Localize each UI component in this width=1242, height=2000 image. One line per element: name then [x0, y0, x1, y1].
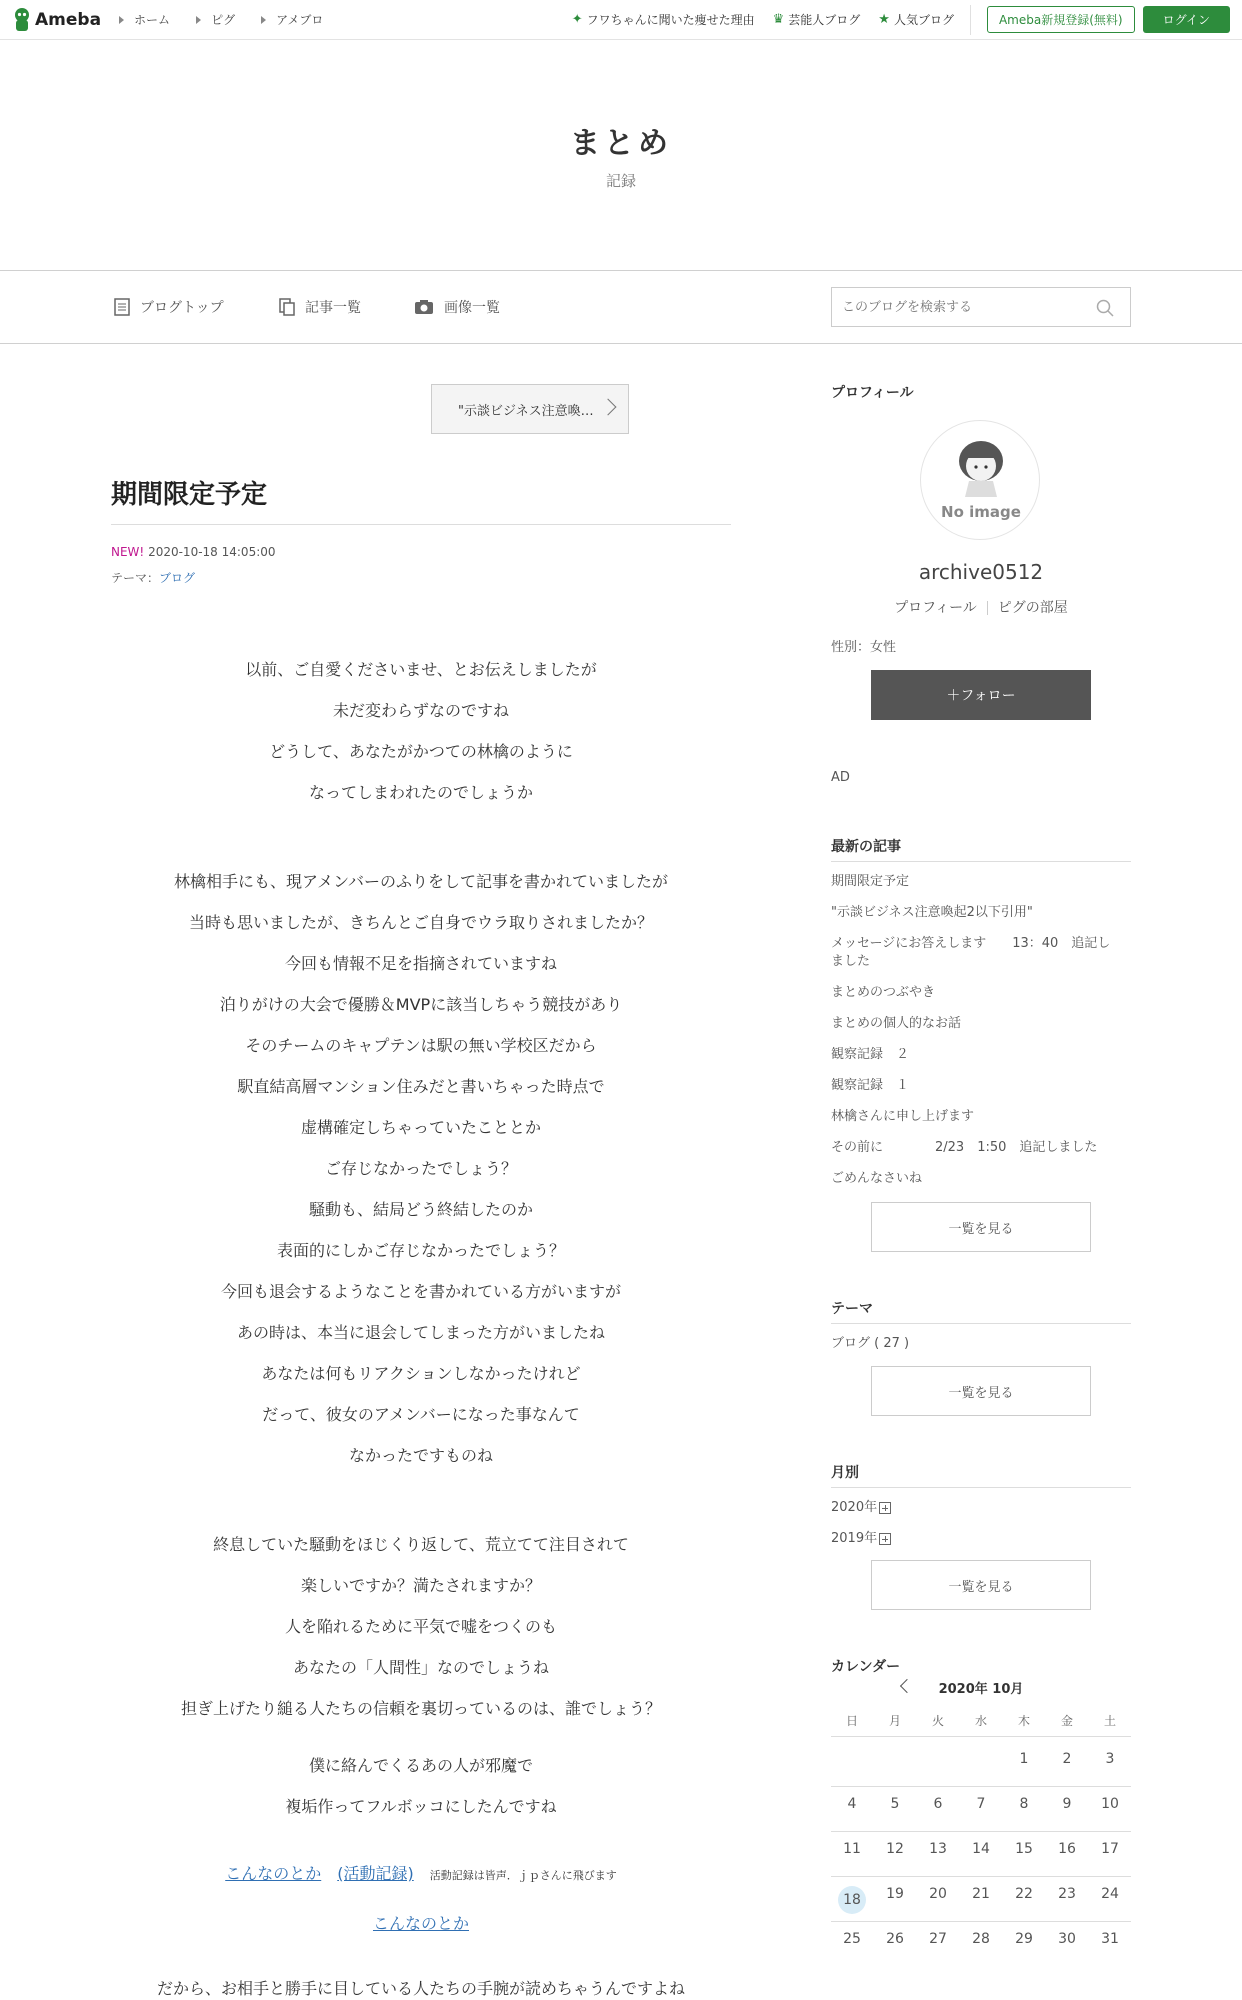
body-line: 複垢作ってフルボッコにしたんですね: [285, 1797, 557, 1816]
calendar-day-label: 26: [886, 1931, 904, 1947]
year-item[interactable]: [831, 1496, 891, 1515]
calendar-weekday: 火: [931, 1714, 944, 1728]
profile-links: [831, 597, 1131, 617]
calendar-day[interactable]: [1003, 1886, 1045, 1902]
expand-icon[interactable]: [879, 1502, 891, 1514]
body-line: 未だ変わらずなのですね: [332, 701, 509, 720]
body-line: 今回も退会するようなことを書かれている方がいますが: [220, 1282, 621, 1301]
calendar-day-label: 18: [838, 1886, 866, 1914]
calendar-day-label: 16: [1058, 1841, 1076, 1857]
calendar-day[interactable]: [960, 1796, 1002, 1812]
recent-item[interactable]: 期間限定予定: [831, 874, 910, 889]
copy-icon: [279, 298, 295, 316]
year-label: 2020年: [831, 1500, 878, 1515]
calendar-day[interactable]: [960, 1886, 1002, 1902]
nav-blog-top[interactable]: [114, 297, 224, 317]
calendar-day[interactable]: [1046, 1796, 1088, 1812]
calendar-day-label: 31: [1101, 1931, 1119, 1947]
calendar-day-label: 15: [1015, 1841, 1033, 1857]
calendar-day[interactable]: [874, 1931, 916, 1947]
body-line: だから、お相手と勝手に目している人たちの手腕が読めちゃうんですよね: [156, 1979, 685, 1998]
link-line: [111, 1911, 731, 1934]
article-theme: [111, 569, 195, 586]
calendar-day[interactable]: [1089, 1931, 1131, 1947]
calendar-day-label: 2: [1062, 1751, 1072, 1767]
monthly-divider: [831, 1487, 1131, 1488]
top-divider: [970, 5, 971, 35]
recent-item[interactable]: メッセージにお答えします 13：40 追記し: [831, 936, 1111, 951]
calendar-day[interactable]: [1089, 1751, 1131, 1767]
calendar-day-label: 4: [847, 1796, 857, 1812]
calendar-day[interactable]: [917, 1841, 959, 1857]
breadcrumb-home[interactable]: ホーム: [119, 11, 170, 28]
chevron-right-icon: [600, 399, 617, 416]
calendar-day-label: 14: [972, 1841, 990, 1857]
body-line: ご存じなかったでしょう？: [324, 1159, 517, 1178]
ameba-mascot-icon: [12, 7, 32, 33]
profile-link[interactable]: プロフィール: [894, 600, 977, 616]
calendar-day[interactable]: [831, 1796, 873, 1812]
calendar-day[interactable]: [1046, 1931, 1088, 1947]
year-item[interactable]: [831, 1527, 891, 1546]
top-link-popular[interactable]: [878, 11, 954, 28]
calendar-day[interactable]: [960, 1841, 1002, 1857]
nav-image-list-label: 画像一覧: [444, 300, 500, 316]
calendar-weekday: 土: [1103, 1714, 1116, 1728]
calendar-day-label: 21: [972, 1886, 990, 1902]
next-article-label: "示談ビジネス注意喚…: [458, 403, 594, 419]
recent-item[interactable]: その前に 2/23 1:50 追記しました: [831, 1140, 1098, 1155]
profile-heading: プロフィール: [831, 385, 914, 401]
theme-link[interactable]: ブログ: [159, 571, 196, 585]
body-line: あなたは何もリアクションしなかったけれど: [261, 1364, 581, 1383]
search-icon[interactable]: [1096, 299, 1114, 317]
body-link-2[interactable]: こんなのとか: [372, 1914, 469, 1933]
title-divider: [111, 524, 731, 525]
calendar-day-label: 1: [1019, 1751, 1029, 1767]
recent-more-button[interactable]: 一覧を見る: [871, 1202, 1091, 1252]
calendar-day-label: 22: [1015, 1886, 1033, 1902]
calendar-day[interactable]: [1003, 1796, 1045, 1812]
logo-text: Ameba: [35, 9, 102, 30]
blog-title[interactable]: まとめ: [570, 126, 672, 161]
calendar-day-label: 10: [1101, 1796, 1119, 1812]
username[interactable]: archive0512: [918, 560, 1044, 584]
no-image-text: No image: [941, 503, 1021, 521]
calendar-day-label: 25: [843, 1931, 861, 1947]
calendar-day[interactable]: [917, 1886, 959, 1902]
recent-heading: 最新の記事: [831, 839, 901, 855]
camera-icon: [414, 299, 434, 315]
body-line: なってしまわれたのでしょうか: [308, 783, 533, 802]
calendar-day[interactable]: [1003, 1841, 1045, 1857]
body-line: あなたの「人間性」なのでしょうね: [292, 1658, 549, 1677]
body-link-activity[interactable]: (活動記録): [337, 1864, 414, 1883]
theme-label: テーマ：: [111, 571, 160, 585]
calendar-day-label: 29: [1015, 1931, 1033, 1947]
calendar-heading: カレンダー: [831, 1659, 901, 1675]
body-line: 担ぎ上げたり縋る人たちの信頼を裏切っているのは、誰でしょう？: [180, 1699, 661, 1718]
calendar-day-label: 13: [929, 1841, 947, 1857]
calendar-weekday: 月: [888, 1714, 901, 1728]
ad-label: AD: [831, 770, 850, 785]
body-line: 林檎相手にも、現アメンバーのふりをして記事を書かれていましたが: [174, 872, 668, 891]
link-note: 活動記録は皆声．ｊｐさんに飛びます: [429, 1869, 617, 1882]
calendar-month: 2020年 10月: [938, 1682, 1024, 1697]
body-line: だって、彼女のアメンバーになった事なんて: [262, 1405, 580, 1424]
calendar-day[interactable]: [874, 1841, 916, 1857]
calendar-row-divider: [831, 1786, 1131, 1787]
theme-heading: テーマ: [831, 1301, 873, 1317]
recent-divider: [831, 861, 1131, 862]
link-line: [111, 1861, 731, 1884]
body-line: 人を陥れるために平気で嘘をつくのも: [284, 1617, 557, 1636]
body-line: 今回も情報不足を指摘されていますね: [284, 954, 557, 973]
body-line: 以前、ご自愛くださいませ、とお伝えしましたが: [245, 660, 597, 679]
calendar-day[interactable]: [1089, 1886, 1131, 1902]
next-article-button[interactable]: [431, 384, 629, 434]
calendar-day-label: 17: [1101, 1841, 1119, 1857]
body-line: 当時も思いましたが、きちんとご自身でウラ取りされましたか？: [188, 913, 653, 932]
nav-article-list[interactable]: [279, 297, 361, 317]
calendar-day[interactable]: [1003, 1751, 1045, 1767]
nav-article-list-label: 記事一覧: [305, 300, 361, 316]
recent-item[interactable]: まとめの個人的なお話: [831, 1016, 962, 1031]
breadcrumb-ameblo[interactable]: アメブロ: [261, 11, 323, 28]
calendar-day-label: 7: [976, 1796, 986, 1812]
document-icon: [114, 298, 130, 316]
calendar-day[interactable]: [1046, 1841, 1088, 1857]
calendar-day-label: 6: [933, 1796, 943, 1812]
blog-search-input[interactable]: [831, 287, 1131, 327]
login-button[interactable]: ログイン: [1143, 6, 1230, 33]
crown-icon: ♛: [772, 12, 785, 27]
monthly-heading: 月別: [831, 1465, 859, 1481]
calendar-day-label: 28: [972, 1931, 990, 1947]
top-link-celebrity[interactable]: [773, 11, 861, 28]
top-link-fuwa[interactable]: [572, 11, 755, 28]
calendar-day-label: 12: [886, 1841, 904, 1857]
calendar-divider: [831, 1736, 1131, 1737]
calendar-day-label: 24: [1101, 1886, 1119, 1902]
calendar-day[interactable]: [1003, 1931, 1045, 1947]
body-line: 僕に絡んでくるあの人が邪魔で: [308, 1756, 533, 1775]
recent-item[interactable]: 観察記録 ２: [831, 1047, 910, 1062]
blog-subtitle: 記録: [605, 172, 636, 190]
calendar-day-label: 30: [1058, 1931, 1076, 1947]
avatar[interactable]: [920, 420, 1040, 540]
body-line: 駅直結高層マンション住みだと書いちゃった時点で: [237, 1077, 605, 1096]
calendar-day-label: 8: [1019, 1796, 1029, 1812]
calendar-weekday: 水: [974, 1714, 987, 1728]
recent-item[interactable]: 観察記録 １: [831, 1078, 910, 1093]
calendar-weekday: 金: [1060, 1714, 1073, 1728]
body-link-1[interactable]: こんなのとか: [225, 1864, 322, 1883]
monthly-more-button[interactable]: 一覧を見る: [871, 1560, 1091, 1610]
body-line: 騒動も、結局どう終結したのか: [308, 1200, 533, 1219]
theme-more-button[interactable]: 一覧を見る: [871, 1366, 1091, 1416]
calendar-day[interactable]: [960, 1931, 1002, 1947]
expand-icon[interactable]: [879, 1533, 891, 1545]
calendar-day-label: 3: [1105, 1751, 1115, 1767]
no-image-avatar-icon: [921, 421, 1040, 540]
pigg-room-link[interactable]: ピグの部屋: [997, 600, 1068, 616]
calendar-row-divider: [831, 1876, 1131, 1877]
calendar-day[interactable]: [917, 1796, 959, 1812]
body-line: なかったですものね: [348, 1446, 493, 1465]
body-line: 虚構確定しちゃっていたこととか: [300, 1118, 541, 1137]
gender: 性別：女性: [831, 640, 897, 655]
article-meta: [111, 545, 276, 559]
body-line: あの時は、本当に退会してしまった方がいましたね: [236, 1323, 605, 1342]
calendar-day-label: 9: [1062, 1796, 1072, 1812]
calendar-day[interactable]: [1046, 1886, 1088, 1902]
top-link-celebrity-label: 芸能人ブログ: [788, 13, 861, 27]
calendar-day[interactable]: [1089, 1796, 1131, 1812]
article-datetime: 2020-10-18 14:05:00: [148, 545, 276, 559]
link-separator: [987, 601, 988, 615]
body-line: 泊りがけの大会で優勝＆MVPに該当しちゃう競技があり: [219, 995, 623, 1014]
calendar-day-label: 23: [1058, 1886, 1076, 1902]
calendar-day[interactable]: [831, 1841, 873, 1857]
body-line: 楽しいですか？満たされますか？: [300, 1576, 541, 1595]
calendar-day[interactable]: [831, 1931, 873, 1947]
calendar-day[interactable]: [874, 1796, 916, 1812]
body-line: どうして、あなたがかつての林檎のように: [269, 742, 573, 761]
top-link-fuwa-label: フワちゃんに聞いた痩せた理由: [586, 13, 755, 27]
year-label: 2019年: [831, 1531, 878, 1546]
calendar-day[interactable]: [874, 1886, 916, 1902]
ameba-logo[interactable]: [12, 7, 101, 33]
recent-item[interactable]: 林檎さんに申し上げます: [831, 1109, 975, 1124]
top-bar: [0, 0, 1242, 40]
calendar-weekday: 日: [845, 1714, 858, 1728]
register-button[interactable]: Ameba新規登録(無料): [987, 6, 1135, 33]
recent-item[interactable]: "示談ビジネス注意喚起2以下引用": [831, 905, 1033, 920]
calendar-day-label: 11: [843, 1841, 861, 1857]
theme-divider: [831, 1323, 1131, 1324]
top-link-popular-label: 人気ブログ: [893, 13, 954, 27]
calendar-day[interactable]: [1089, 1841, 1131, 1857]
calendar-day-label: 19: [886, 1886, 904, 1902]
nav-blog-top-label: ブログトップ: [140, 300, 224, 316]
calendar-day-label: 20: [929, 1886, 947, 1902]
body-line: そのチームのキャプテンは駅の無い学校区だから: [245, 1036, 597, 1055]
follow-button[interactable]: ＋フォロー: [871, 670, 1091, 720]
calendar-day-label: 5: [890, 1796, 900, 1812]
new-badge: NEW!: [111, 545, 145, 559]
calendar-day[interactable]: [1046, 1751, 1088, 1767]
star-icon: ★: [878, 12, 890, 27]
calendar-day[interactable]: [917, 1931, 959, 1947]
calendar-day[interactable]: [831, 1886, 873, 1914]
calendar-row-divider: [831, 1831, 1131, 1832]
theme-item[interactable]: ブログ ( 27 ): [831, 1336, 910, 1351]
nav-image-list[interactable]: [414, 297, 500, 317]
sparkle-icon: ✦: [571, 12, 583, 27]
breadcrumb-pigg[interactable]: ピグ: [196, 11, 235, 28]
calendar-weekday: 木: [1017, 1714, 1030, 1728]
calendar-row-divider: [831, 1921, 1131, 1922]
body-line: 終息していた騒動をほじくり返して、荒立てて注目されて: [213, 1535, 629, 1554]
calendar-day-label: 27: [929, 1931, 947, 1947]
recent-item[interactable]: まとめのつぶやき: [831, 985, 936, 1000]
recent-item[interactable]: ごめんなさいね: [831, 1171, 923, 1186]
blog-nav: [0, 270, 1242, 344]
body-line: 表面的にしかご存じなかったでしょう？: [276, 1241, 565, 1260]
recent-item-cont[interactable]: ました: [831, 954, 871, 969]
article-title[interactable]: 期間限定予定: [111, 480, 268, 510]
